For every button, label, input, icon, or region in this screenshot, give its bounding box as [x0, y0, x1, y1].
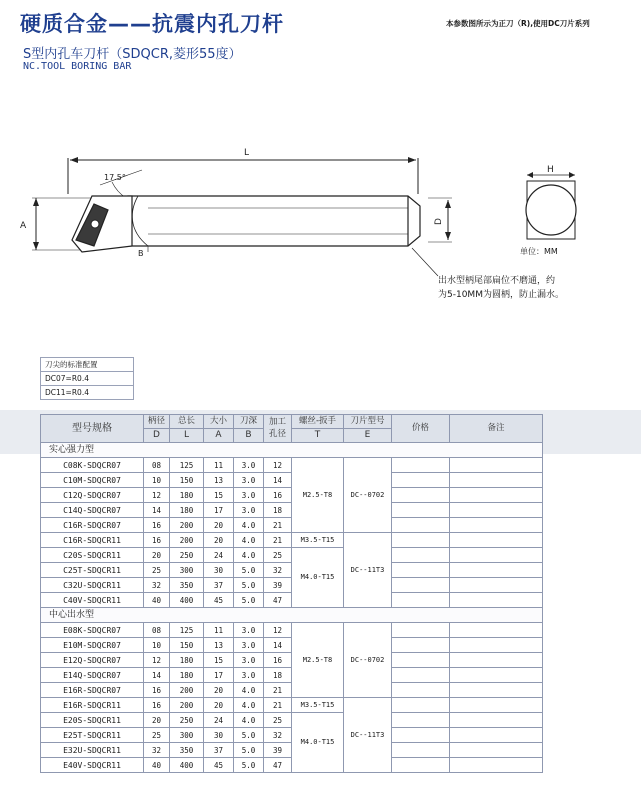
cell-model: C25T-SDQCR11 [41, 563, 144, 578]
cell-remark [450, 638, 543, 653]
cell-model: E16R-SDQCR07 [41, 683, 144, 698]
cell-model: E12Q-SDQCR07 [41, 653, 144, 668]
col-depth: 刀深 [234, 415, 264, 429]
cell-price [392, 548, 450, 563]
cell-remark [450, 653, 543, 668]
cell-remark [450, 473, 543, 488]
cell-remark [450, 713, 543, 728]
cell-price [392, 578, 450, 593]
col-shank-symbol: D [144, 429, 170, 443]
cell-a: 11 [204, 458, 234, 473]
col-shank: 柄径 [144, 415, 170, 429]
dim-d-label: D [434, 218, 444, 225]
cell-model: C14Q-SDQCR07 [41, 503, 144, 518]
col-size: 大小 [204, 415, 234, 429]
cell-d: 12 [144, 653, 170, 668]
page-subtitle: S型内孔车刀杆（SDQCR,菱形55度） [23, 47, 242, 62]
col-bore [264, 415, 292, 443]
cell-model: E16R-SDQCR11 [41, 698, 144, 713]
cell-hole: 21 [264, 698, 292, 713]
cell-hole: 14 [264, 638, 292, 653]
cell-hole: 39 [264, 743, 292, 758]
cell-l: 150 [170, 473, 204, 488]
note-leader [412, 248, 438, 276]
cell-model: C12Q-SDQCR07 [41, 488, 144, 503]
cell-a: 45 [204, 593, 234, 608]
drawing-note-line-2: 为5-10MM为圆柄，防止漏水。 [438, 290, 564, 300]
cell-a: 15 [204, 488, 234, 503]
table-row [41, 713, 543, 728]
cell-hole: 18 [264, 668, 292, 683]
cell-l: 400 [170, 593, 204, 608]
cell-model: C40V-SDQCR11 [41, 593, 144, 608]
cell-price [392, 743, 450, 758]
cell-a: 20 [204, 518, 234, 533]
cell-b: 4.0 [234, 683, 264, 698]
cell-d: 20 [144, 713, 170, 728]
cell-a: 37 [204, 743, 234, 758]
group-title: 实心强力型 [41, 443, 543, 458]
cell-l: 200 [170, 683, 204, 698]
cell-hole: 16 [264, 488, 292, 503]
cell-d: 12 [144, 488, 170, 503]
cell-remark [450, 743, 543, 758]
bar-body [128, 196, 420, 246]
cell-hole: 16 [264, 653, 292, 668]
cell-price [392, 503, 450, 518]
dim-l-label: L [244, 148, 250, 158]
cell-hole: 32 [264, 728, 292, 743]
cell-l: 250 [170, 713, 204, 728]
cell-d: 16 [144, 683, 170, 698]
cell-b: 5.0 [234, 728, 264, 743]
cell-price [392, 488, 450, 503]
cell-l: 250 [170, 548, 204, 563]
col-remark: 备注 [450, 415, 543, 443]
cell-d: 32 [144, 743, 170, 758]
cell-model: E14Q-SDQCR07 [41, 668, 144, 683]
cell-screw: M3.5-T15 [292, 533, 344, 548]
cell-b: 5.0 [234, 758, 264, 773]
cell-a: 37 [204, 578, 234, 593]
cell-l: 125 [170, 623, 204, 638]
cell-l: 350 [170, 578, 204, 593]
cell-price [392, 683, 450, 698]
cell-model: E08K-SDQCR07 [41, 623, 144, 638]
cell-b: 4.0 [234, 518, 264, 533]
cell-b: 3.0 [234, 473, 264, 488]
col-screw: 螺丝-扳手 [292, 415, 344, 429]
cross-section [526, 172, 576, 239]
cell-hole: 12 [264, 458, 292, 473]
col-length: 总长 [170, 415, 204, 429]
unit-note: 单位：MM [520, 247, 558, 256]
cell-hole: 21 [264, 533, 292, 548]
cell-price [392, 698, 450, 713]
cell-d: 08 [144, 458, 170, 473]
col-price: 价格 [392, 415, 450, 443]
cell-remark [450, 488, 543, 503]
cell-b: 5.0 [234, 563, 264, 578]
cell-screw: M4.0-T15 [292, 548, 344, 608]
cell-a: 13 [204, 638, 234, 653]
boring-bar-drawing [0, 130, 641, 280]
cell-b: 5.0 [234, 743, 264, 758]
cell-a: 30 [204, 728, 234, 743]
cell-model: C20S-SDQCR11 [41, 548, 144, 563]
cell-insert: DC--0702 [344, 623, 392, 698]
cell-remark [450, 698, 543, 713]
cell-a: 15 [204, 653, 234, 668]
cell-d: 10 [144, 473, 170, 488]
cell-a: 17 [204, 668, 234, 683]
cell-model: E20S-SDQCR11 [41, 713, 144, 728]
cell-hole: 12 [264, 623, 292, 638]
cell-d: 16 [144, 533, 170, 548]
cell-price [392, 653, 450, 668]
cell-remark [450, 683, 543, 698]
cell-model: C32U-SDQCR11 [41, 578, 144, 593]
cell-l: 125 [170, 458, 204, 473]
cell-l: 180 [170, 668, 204, 683]
cell-remark [450, 548, 543, 563]
cell-a: 17 [204, 503, 234, 518]
cell-a: 24 [204, 548, 234, 563]
tip-config-item: DC07=R0.4 [41, 371, 133, 385]
cell-remark [450, 518, 543, 533]
cell-hole: 21 [264, 683, 292, 698]
cell-a: 20 [204, 698, 234, 713]
cell-hole: 47 [264, 758, 292, 773]
cell-hole: 18 [264, 503, 292, 518]
cell-d: 16 [144, 518, 170, 533]
cell-model: E10M-SDQCR07 [41, 638, 144, 653]
cell-model: E40V-SDQCR11 [41, 758, 144, 773]
dim-b-label: B [138, 249, 144, 258]
cell-d: 14 [144, 668, 170, 683]
tip-config-item: DC11=R0.4 [41, 385, 133, 399]
cell-hole: 32 [264, 563, 292, 578]
cell-b: 3.0 [234, 458, 264, 473]
cell-l: 200 [170, 698, 204, 713]
cell-insert: DC--11T3 [344, 533, 392, 608]
tip-config-title: 刀尖的标准配置 [45, 360, 98, 369]
cell-remark [450, 758, 543, 773]
group-header-row [41, 443, 543, 458]
cell-price [392, 593, 450, 608]
cell-d: 20 [144, 548, 170, 563]
col-length-symbol: L [170, 429, 204, 443]
cell-remark [450, 623, 543, 638]
cell-model: C08K-SDQCR07 [41, 458, 144, 473]
cell-l: 150 [170, 638, 204, 653]
cell-d: 25 [144, 563, 170, 578]
cell-l: 300 [170, 563, 204, 578]
cell-a: 20 [204, 683, 234, 698]
col-screw-symbol: T [292, 429, 344, 443]
cell-b: 4.0 [234, 533, 264, 548]
tip-config-box [40, 357, 134, 400]
cell-d: 25 [144, 728, 170, 743]
table-row [41, 623, 543, 638]
cell-d: 40 [144, 593, 170, 608]
table-row [41, 548, 543, 563]
cell-l: 180 [170, 503, 204, 518]
cell-model: C16R-SDQCR11 [41, 533, 144, 548]
cell-remark [450, 668, 543, 683]
cell-b: 3.0 [234, 488, 264, 503]
angle-label: 17.5° [104, 173, 126, 182]
cell-remark [450, 533, 543, 548]
cell-model: E25T-SDQCR11 [41, 728, 144, 743]
cell-d: 32 [144, 578, 170, 593]
cell-remark [450, 593, 543, 608]
cell-a: 24 [204, 713, 234, 728]
cell-price [392, 638, 450, 653]
cell-a: 13 [204, 473, 234, 488]
page-title: 硬质合金——抗震内孔刀杆 [20, 12, 284, 36]
cell-price [392, 668, 450, 683]
cell-model: C16R-SDQCR07 [41, 518, 144, 533]
cell-hole: 21 [264, 518, 292, 533]
cell-b: 3.0 [234, 668, 264, 683]
cell-remark [450, 563, 543, 578]
cell-b: 5.0 [234, 593, 264, 608]
cell-d: 08 [144, 623, 170, 638]
cell-l: 180 [170, 488, 204, 503]
cell-price [392, 533, 450, 548]
cell-a: 11 [204, 623, 234, 638]
cell-price [392, 563, 450, 578]
cell-b: 3.0 [234, 503, 264, 518]
cell-remark [450, 728, 543, 743]
cell-l: 200 [170, 533, 204, 548]
col-depth-symbol: B [234, 429, 264, 443]
insert-head [72, 196, 132, 252]
cell-d: 10 [144, 638, 170, 653]
cell-hole: 47 [264, 593, 292, 608]
group-header-row [41, 608, 543, 623]
table-row [41, 458, 543, 473]
header-note: 本参数图所示为正刀（R),使用DC刀片系列 [446, 19, 590, 28]
cell-screw: M4.0-T15 [292, 713, 344, 773]
cell-b: 3.0 [234, 653, 264, 668]
page-subtitle-english: NC.TOOL BORING BAR [23, 61, 132, 72]
cell-remark [450, 458, 543, 473]
cell-price [392, 728, 450, 743]
cell-price [392, 713, 450, 728]
col-bore-label: 加工孔径 [268, 417, 286, 439]
cell-hole: 25 [264, 548, 292, 563]
cell-a: 45 [204, 758, 234, 773]
cell-price [392, 518, 450, 533]
cell-price [392, 458, 450, 473]
cell-remark [450, 578, 543, 593]
cell-b: 4.0 [234, 548, 264, 563]
cell-remark [450, 503, 543, 518]
col-insert-symbol: E [344, 429, 392, 443]
cell-d: 16 [144, 698, 170, 713]
group-title: 中心出水型 [41, 608, 543, 623]
cell-l: 180 [170, 653, 204, 668]
cell-b: 4.0 [234, 698, 264, 713]
cell-d: 14 [144, 503, 170, 518]
cell-screw: M3.5-T15 [292, 698, 344, 713]
cell-l: 300 [170, 728, 204, 743]
cell-l: 200 [170, 518, 204, 533]
drawing-note-line-1: 出水型柄尾部扁位不磨通，约 [438, 276, 556, 286]
cell-b: 3.0 [234, 638, 264, 653]
cell-insert: DC--11T3 [344, 698, 392, 773]
cell-screw: M2.5-T8 [292, 458, 344, 533]
spec-table [40, 414, 543, 773]
cell-price [392, 473, 450, 488]
cell-hole: 25 [264, 713, 292, 728]
cell-b: 5.0 [234, 578, 264, 593]
cell-hole: 39 [264, 578, 292, 593]
cell-b: 3.0 [234, 623, 264, 638]
cell-a: 20 [204, 533, 234, 548]
cell-hole: 14 [264, 473, 292, 488]
col-size-symbol: A [204, 429, 234, 443]
cell-screw: M2.5-T8 [292, 623, 344, 698]
cell-model: E32U-SDQCR11 [41, 743, 144, 758]
cell-l: 350 [170, 743, 204, 758]
cell-a: 30 [204, 563, 234, 578]
cell-price [392, 623, 450, 638]
dim-a-label: A [20, 221, 27, 231]
cell-b: 4.0 [234, 713, 264, 728]
cell-price [392, 758, 450, 773]
cell-insert: DC--0702 [344, 458, 392, 533]
col-insert: 刀片型号 [344, 415, 392, 429]
dim-h-label: H [547, 165, 554, 175]
drawing-note [438, 274, 564, 302]
cell-l: 400 [170, 758, 204, 773]
cell-d: 40 [144, 758, 170, 773]
table-row [41, 533, 543, 548]
col-model: 型号规格 [41, 415, 144, 443]
cell-model: C10M-SDQCR07 [41, 473, 144, 488]
table-row [41, 698, 543, 713]
